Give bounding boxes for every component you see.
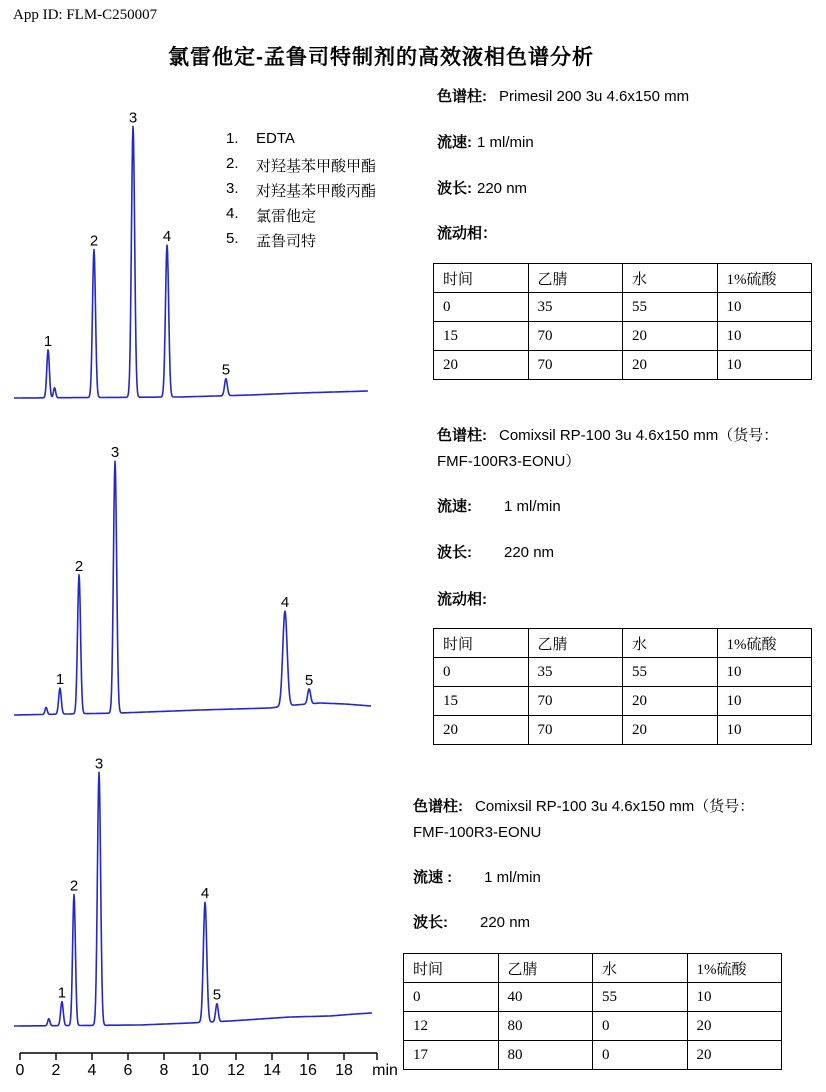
table-header-cell: 水 — [593, 954, 688, 983]
chromatogram-trace-3 — [14, 772, 372, 1026]
peak-number-label: 3 — [110, 444, 120, 462]
table-row — [404, 1012, 782, 1041]
wavelength-value: 220 nm — [477, 180, 528, 197]
axis-tick-label: 6 — [123, 1062, 133, 1079]
axis-tick-label: 4 — [87, 1062, 97, 1079]
table-cell: 10 — [717, 351, 812, 380]
peak-number-label: 4 — [280, 594, 290, 612]
peak-number-label: 5 — [221, 361, 231, 379]
table-cell: 20 — [623, 322, 718, 351]
legend-item — [226, 180, 376, 205]
legend-item-name: 对羟基苯甲酸丙酯 — [256, 183, 377, 200]
peak-number-label: 1 — [57, 984, 67, 1002]
table-cell: 20 — [687, 1041, 782, 1070]
mobile-phase-label: 流动相: — [437, 591, 487, 608]
flow-rate-line-1 — [437, 133, 534, 152]
legend-item-name: 对羟基苯甲酸甲酯 — [256, 158, 377, 175]
table-row — [434, 687, 812, 716]
wavelength-line-2 — [437, 543, 554, 562]
flow-rate-value: 1 ml/min — [484, 869, 541, 886]
chromatogram-trace-2 — [14, 461, 371, 715]
axis-tick-label: 8 — [159, 1062, 169, 1079]
axis-tick-label: 2 — [51, 1062, 61, 1079]
column-value-line2: FMF-100R3-EONU — [413, 824, 542, 841]
peak-number-label: 4 — [162, 228, 172, 246]
table-cell: 70 — [528, 687, 623, 716]
mobile-phase-table-3 — [403, 953, 782, 1070]
table-header-cell: 1%硫酸 — [717, 264, 812, 293]
table-header-cell: 水 — [623, 264, 718, 293]
table-cell: 0 — [434, 293, 529, 322]
table-cell: 20 — [623, 687, 718, 716]
column-spec-line-3 — [413, 797, 754, 816]
peak-number-label: 3 — [94, 755, 104, 773]
column-spec-line-2b — [437, 452, 580, 471]
table-header-cell: 乙腈 — [528, 629, 623, 658]
table-cell: 10 — [687, 983, 782, 1012]
peak-number-label: 1 — [43, 332, 53, 350]
mobile-phase-line-2 — [437, 590, 487, 609]
peak-number-label: 1 — [55, 671, 65, 689]
wavelength-value: 220 nm — [480, 914, 531, 931]
table-cell: 0 — [593, 1041, 688, 1070]
table-header-cell: 乙腈 — [528, 264, 623, 293]
column-spec-line-1 — [437, 87, 689, 106]
peak-number-label: 2 — [74, 557, 84, 575]
table-cell: 40 — [498, 983, 593, 1012]
table-cell: 55 — [593, 983, 688, 1012]
peak-number-label: 5 — [212, 986, 222, 1004]
table-header-cell: 乙腈 — [498, 954, 593, 983]
axis-tick-label: 14 — [263, 1062, 281, 1079]
table-cell: 80 — [498, 1012, 593, 1041]
legend-item-name: 孟鲁司特 — [256, 233, 317, 250]
column-value: Primesil 200 3u 4.6x150 mm — [499, 88, 690, 105]
flow-rate-label: 流速: — [437, 134, 472, 151]
table-cell: 15 — [434, 322, 529, 351]
table-header-row — [434, 264, 812, 293]
flow-rate-label: 流速: — [437, 498, 472, 515]
table-header-cell: 水 — [623, 629, 718, 658]
mobile-phase-table-1 — [433, 263, 812, 380]
axis-tick-label: 16 — [299, 1062, 317, 1079]
flow-rate-value: 1 ml/min — [504, 498, 561, 515]
table-cell: 55 — [623, 293, 718, 322]
wavelength-label: 波长: — [413, 914, 448, 931]
table-header-cell: 时间 — [404, 954, 499, 983]
column-value: Comixsil RP-100 3u 4.6x150 mm（货号： — [499, 427, 779, 444]
column-label: 色谱柱: — [413, 798, 463, 815]
legend-item-name: 氯雷他定 — [256, 208, 317, 225]
table-header-cell: 1%硫酸 — [687, 954, 782, 983]
table-cell: 0 — [593, 1012, 688, 1041]
table-cell: 15 — [434, 687, 529, 716]
column-spec-line-2 — [437, 426, 778, 445]
flow-rate-line-3 — [413, 868, 541, 887]
table-header-row — [434, 629, 812, 658]
legend-item — [226, 230, 376, 255]
mobile-phase-label: 流动相： — [437, 225, 498, 242]
flow-rate-value: 1 ml/min — [477, 134, 534, 151]
table-header-cell: 1%硫酸 — [717, 629, 812, 658]
table-cell: 20 — [623, 351, 718, 380]
table-row — [434, 716, 812, 745]
table-row — [434, 293, 812, 322]
mobile-phase-line-1 — [437, 224, 497, 243]
wavelength-line-3 — [413, 913, 530, 932]
wavelength-value: 220 nm — [504, 544, 555, 561]
table-cell: 70 — [528, 716, 623, 745]
axis-tick-label: 0 — [15, 1062, 25, 1079]
table-cell: 10 — [717, 716, 812, 745]
column-label: 色谱柱: — [437, 427, 487, 444]
table-row — [434, 658, 812, 687]
table-cell: 80 — [498, 1041, 593, 1070]
legend-item-name: EDTA — [256, 130, 295, 147]
legend-item-number: 3. — [226, 180, 239, 197]
table-cell: 0 — [404, 983, 499, 1012]
legend-item — [226, 205, 376, 230]
legend-item-number: 1. — [226, 130, 239, 147]
table-row — [434, 351, 812, 380]
page-title: 氯雷他定-孟鲁司特制剂的高效液相色谱分析 — [168, 46, 594, 69]
axis-unit-label: min — [372, 1062, 398, 1079]
table-header-row — [404, 954, 782, 983]
table-cell: 70 — [528, 322, 623, 351]
table-cell: 20 — [434, 716, 529, 745]
table-cell: 10 — [717, 658, 812, 687]
peak-number-label: 2 — [89, 232, 99, 250]
table-cell: 55 — [623, 658, 718, 687]
flow-rate-label: 流速 : — [413, 869, 453, 886]
table-cell: 35 — [528, 293, 623, 322]
table-row — [404, 983, 782, 1012]
table-row — [404, 1041, 782, 1070]
legend-item — [226, 155, 376, 180]
table-header-cell: 时间 — [434, 264, 529, 293]
table-cell: 12 — [404, 1012, 499, 1041]
legend-item-number: 5. — [226, 230, 239, 247]
time-axis — [20, 1053, 377, 1060]
wavelength-label: 波长: — [437, 180, 472, 197]
legend-item-number: 4. — [226, 205, 239, 222]
table-cell: 10 — [717, 293, 812, 322]
column-label: 色谱柱: — [437, 88, 487, 105]
flow-rate-line-2 — [437, 497, 561, 516]
peak-number-label: 3 — [128, 109, 138, 127]
mobile-phase-table-2 — [433, 628, 812, 745]
column-value: Comixsil RP-100 3u 4.6x150 mm（货号： — [475, 798, 755, 815]
column-spec-line-3b — [413, 823, 541, 842]
axis-tick-label: 12 — [227, 1062, 245, 1079]
column-value-line2: FMF-100R3-EONU） — [437, 453, 581, 470]
legend-item — [226, 130, 376, 155]
table-cell: 0 — [434, 658, 529, 687]
table-row — [434, 322, 812, 351]
peak-number-label: 4 — [200, 885, 210, 903]
table-cell: 20 — [623, 716, 718, 745]
peak-legend — [226, 130, 376, 255]
table-cell: 10 — [717, 687, 812, 716]
legend-item-number: 2. — [226, 155, 239, 172]
table-cell: 20 — [687, 1012, 782, 1041]
axis-tick-label: 10 — [191, 1062, 209, 1079]
table-cell: 10 — [717, 322, 812, 351]
table-cell: 17 — [404, 1041, 499, 1070]
app-id-text: App ID: FLM-C250007 — [13, 7, 158, 23]
axis-tick-label: 18 — [335, 1062, 353, 1079]
wavelength-label: 波长: — [437, 544, 472, 561]
wavelength-line-1 — [437, 179, 527, 198]
table-header-cell: 时间 — [434, 629, 529, 658]
peak-number-label: 2 — [69, 877, 79, 895]
table-cell: 20 — [434, 351, 529, 380]
table-cell: 70 — [528, 351, 623, 380]
table-cell: 35 — [528, 658, 623, 687]
peak-number-label: 5 — [304, 671, 314, 689]
